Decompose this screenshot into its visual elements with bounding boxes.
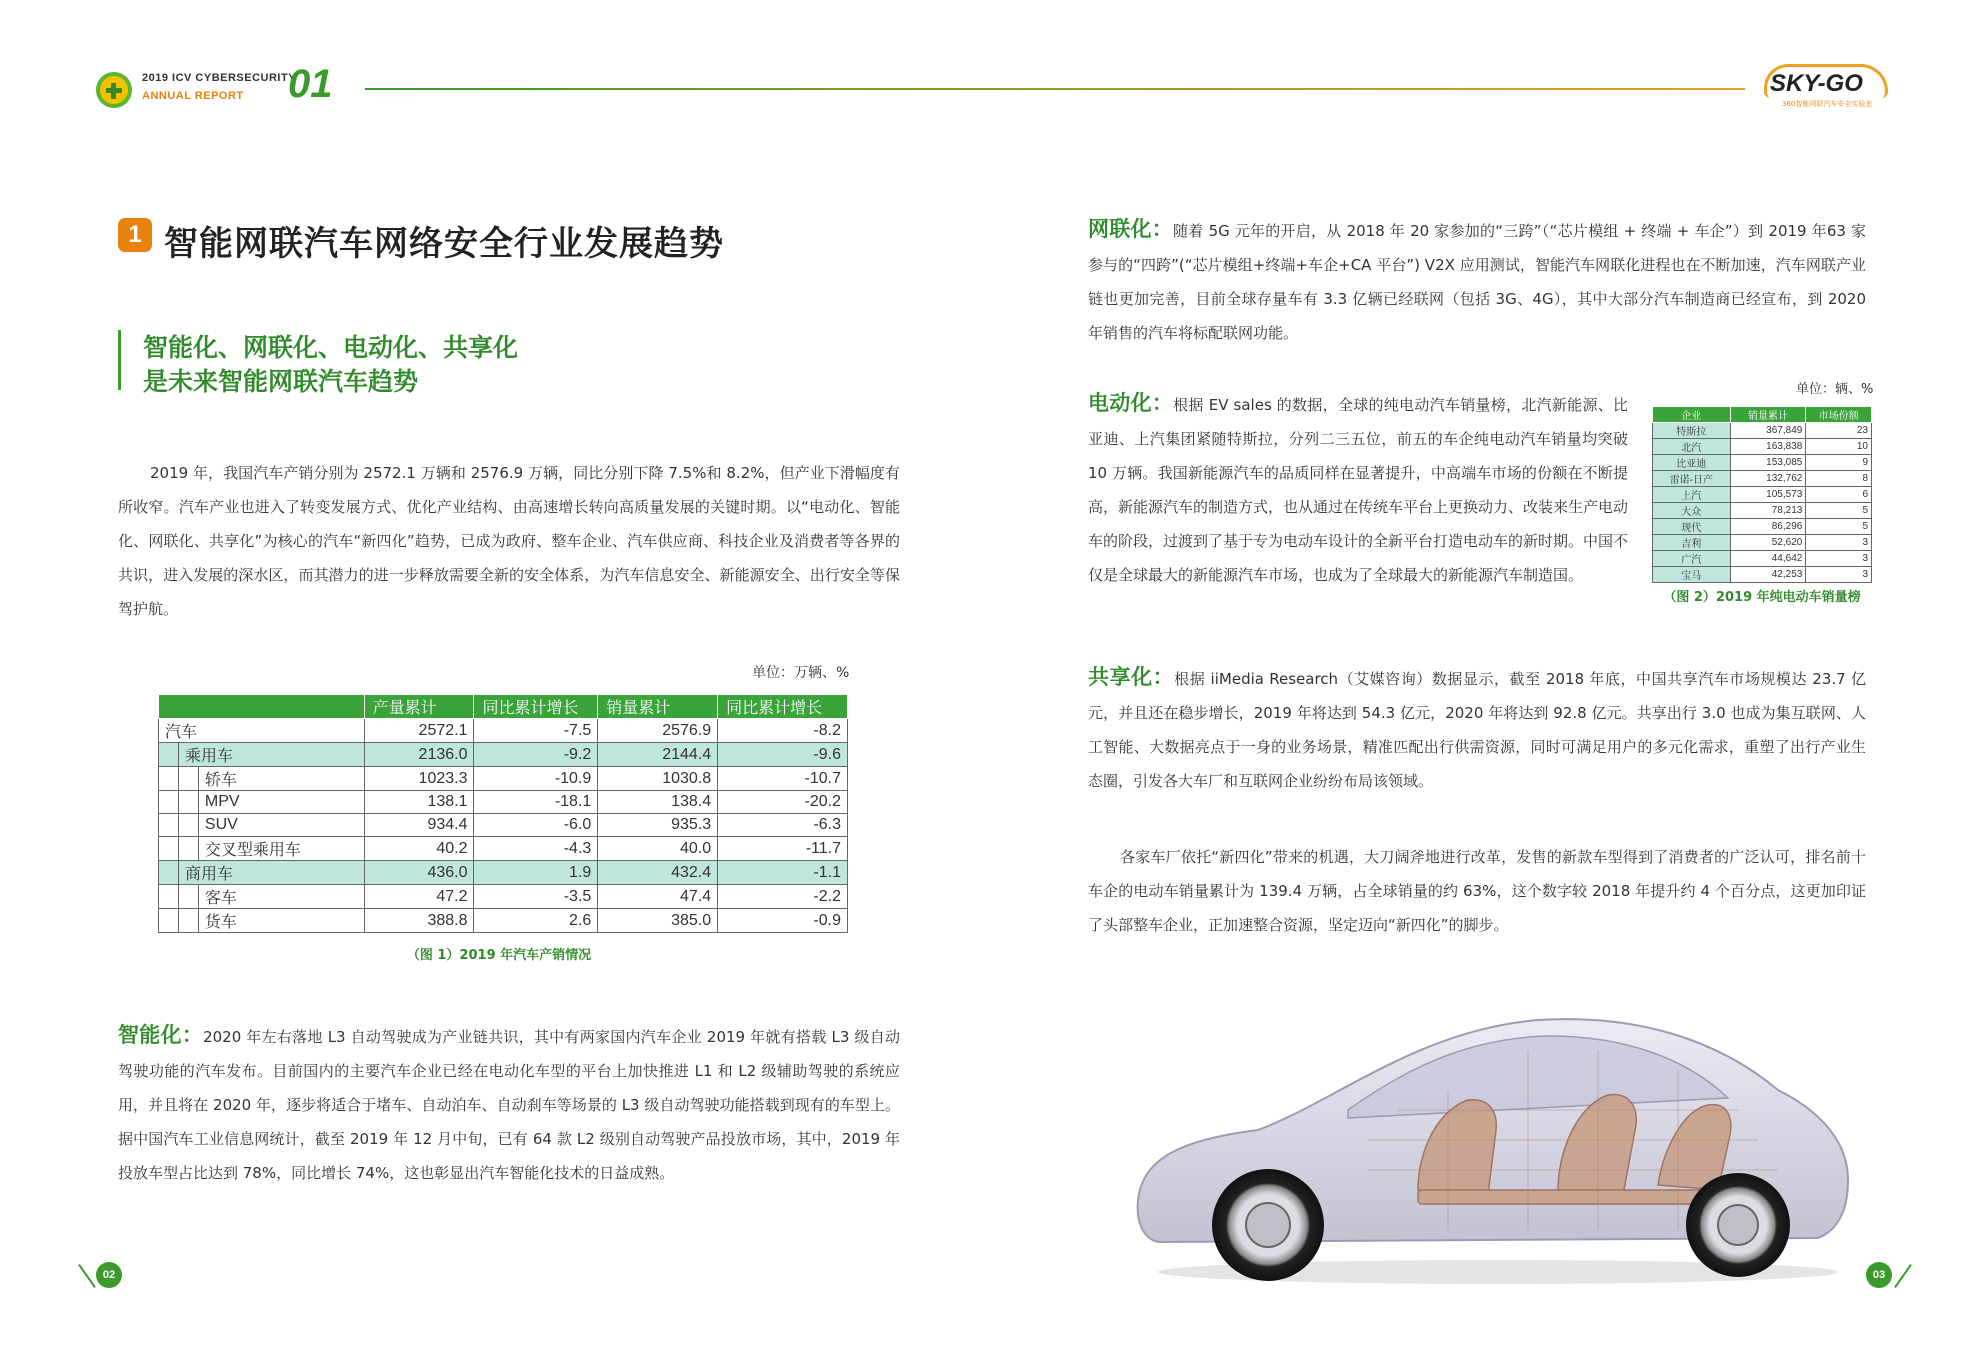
table-row: [159, 719, 848, 743]
table-cell: -6.3: [718, 814, 848, 837]
sales-cell: 153,085: [1730, 455, 1806, 471]
table-row: [159, 814, 848, 837]
indent-cell: [178, 909, 198, 933]
table1-unit: 单位：万辆、%: [752, 665, 850, 681]
footer-slash-right: [1894, 1264, 1912, 1288]
table-row: [1653, 551, 1872, 567]
intro-paragraph: 2019 年，我国汽车产销分别为 2572.1 万辆和 2576.9 万辆，同比分别下降 7.5%和 8.2%，但产业下滑幅度有所收窄。汽车产业也进入了转变发展方式、优化产业结构、由高速增长转向高质量发展的关键时期。以“电动化、智能化、网联化、共享化”为核心的汽车“新四化”趋势，已成为政府、整车企业、汽车供应商、科技企业及消费者等各界的共识，进入发展的深水区，而其潜力的进一步释放需要全新的安全体系，为汽车信息安全、新能源安全、出行安全等保驾护航。: [118, 464, 900, 618]
table-cell: 40.2: [364, 837, 474, 861]
indent-cell: [159, 861, 179, 885]
indent-cell: [178, 814, 198, 837]
row-label: 汽车: [159, 719, 365, 743]
table-header-corner: [159, 695, 365, 719]
row-label: 交叉型乘用车: [198, 837, 364, 861]
table-cell: 1023.3: [364, 767, 474, 791]
table-cell: 2136.0: [364, 743, 474, 767]
production-sales-table: [158, 694, 848, 933]
table2-unit: 单位：辆、%: [1796, 382, 1874, 397]
table-cell: -11.7: [718, 837, 848, 861]
sales-cell: 132,762: [1730, 471, 1806, 487]
company-cell: 现代: [1653, 519, 1731, 535]
sharing-body: 根据 iiMedia Research（艾媒咨询）数据显示，截至 2018 年底，中国共享汽车市场规模达 23.7 亿元，并且还在稳步增长，2019 年将达到 54.3 亿元，2020 年将达到 92.8 亿元。共享出行 3.0 也成为集互联网、人工智能、大数据亮点于一身的业务场景，精准匹配出行供需资源，同时可满足用户的多元化需求，重塑了出行产业生态圈，引发各大车厂和互联网企业纷纷布局该领域。: [1088, 670, 1867, 790]
table-row: [1653, 439, 1872, 455]
sales-cell: 86,296: [1730, 519, 1806, 535]
table-cell: -0.9: [718, 909, 848, 933]
table-row: [159, 909, 848, 933]
connectivity-paragraph: [1088, 212, 1866, 350]
table-cell: -10.7: [718, 767, 848, 791]
brand-subtitle: 360智能网联汽车安全实验室: [1782, 100, 1873, 108]
table-cell: -6.0: [474, 814, 598, 837]
table-cell: 934.4: [364, 814, 474, 837]
company-cell: 宝马: [1653, 567, 1731, 583]
table-cell: 432.4: [598, 861, 718, 885]
share-cell: 8: [1806, 471, 1872, 487]
subheading-line-2: 是未来智能网联汽车趋势: [143, 367, 419, 396]
table-cell: 2144.4: [598, 743, 718, 767]
row-label: MPV: [198, 791, 364, 814]
intelligence-paragraph: [118, 1018, 900, 1190]
table-row: [159, 861, 848, 885]
table-row: [159, 885, 848, 909]
row-label: 商用车: [178, 861, 364, 885]
sales-cell: 105,573: [1730, 487, 1806, 503]
table-header-cell: 产量累计: [364, 695, 474, 719]
table-cell: -9.2: [474, 743, 598, 767]
indent-cell: [178, 767, 198, 791]
table-cell: -2.2: [718, 885, 848, 909]
section-title: 智能网联汽车网络安全行业发展趋势: [164, 224, 724, 264]
table-header-row: [159, 695, 848, 719]
share-cell: 5: [1806, 503, 1872, 519]
report-logo: [96, 72, 132, 108]
indent-cell: [178, 885, 198, 909]
table-cell: 2572.1: [364, 719, 474, 743]
intelligence-body: 2020 年左右落地 L3 自动驾驶成为产业链共识，其中有两家国内汽车企业 2019 年就有搭载 L3 级自动驾驶功能的汽车发布。目前国内的主要汽车企业已经在电动化车型的平台上加快推进 L1 和 L2 级辅助驾驶的系统应用，并且将在 2020 年，逐步将适合于堵车、自动泊车、自动刹车等场景的 L3 级自动驾驶功能搭载到现有的车型上。据中国汽车工业信息网统计，截至 2019 年 12 月中旬，已有 64 款 L2 级别自动驾驶产品投放市场，其中，2019 年投放车型占比达到 78%，同比增长 74%，这也彰显出汽车智能化技术的日益成熟。: [118, 1028, 901, 1182]
indent-cell: [159, 743, 179, 767]
company-cell: 北汽: [1653, 439, 1731, 455]
table-header-cell: 同比累计增长: [474, 695, 598, 719]
row-label: 乘用车: [178, 743, 364, 767]
sales-cell: 44,642: [1730, 551, 1806, 567]
table-header-cell: 同比累计增长: [718, 695, 848, 719]
row-label: 客车: [198, 885, 364, 909]
table1-caption: （图 1）2019 年汽车产销情况: [406, 948, 592, 963]
header-divider: [365, 88, 1745, 90]
table-row: [1653, 503, 1872, 519]
chapter-number: 01: [288, 62, 333, 106]
table-row: [1653, 567, 1872, 583]
table-header-cell: 销量累计: [1730, 407, 1806, 423]
subheading-accent-bar: [118, 330, 121, 390]
footer-slash-left: [78, 1264, 96, 1288]
brand-logo: [1760, 64, 1892, 108]
sales-cell: 78,213: [1730, 503, 1806, 519]
page-number-left: 02: [96, 1262, 122, 1288]
row-label: 货车: [198, 909, 364, 933]
table-row: [1653, 535, 1872, 551]
table-cell: 40.0: [598, 837, 718, 861]
indent-cell: [178, 837, 198, 861]
electrification-lead: 电动化：: [1088, 391, 1174, 415]
share-cell: 3: [1806, 567, 1872, 583]
indent-cell: [178, 791, 198, 814]
table-cell: 47.2: [364, 885, 474, 909]
sales-cell: 163,838: [1730, 439, 1806, 455]
table-row: [1653, 455, 1872, 471]
connectivity-body: 随着 5G 元年的开启，从 2018 年 20 家参加的“三跨”（“芯片模组 + 终端 + 车企”）到 2019 年63 家参与的“四跨”(“芯片模组+终端+车企+CA 平台”) V2X 应用测试，智能汽车网联化进程也在不断加速，汽车网联产业链也更加完善，目前全球存量车有 3.3 亿辆已经联网（包括 3G、4G），其中大部分汽车制造商已经宣布，到 2020 年销售的汽车将标配联网功能。: [1088, 222, 1866, 342]
indent-cell: [159, 791, 179, 814]
electrification-paragraph: [1088, 386, 1628, 592]
share-cell: 3: [1806, 535, 1872, 551]
table-cell: 436.0: [364, 861, 474, 885]
subheading-line-1: 智能化、网联化、电动化、共享化: [143, 333, 519, 362]
company-cell: 雷诺-日产: [1653, 471, 1731, 487]
sharing-lead: 共享化：: [1088, 665, 1175, 689]
indent-cell: [159, 767, 179, 791]
closing-paragraph: 各家车厂依托“新四化”带来的机遇，大刀阔斧地进行改革，发售的新款车型得到了消费者的广泛认可，排名前十车企的电动车销量累计为 139.4 万辆，占全球销量的约 63%，这个数字较 2018 年提升约 4 个百分点，这更加印证了头部整车企业，正加速整合资源，坚定迈向“新四化”的脚步。: [1088, 848, 1866, 934]
table-row: [159, 767, 848, 791]
table-cell: 1030.8: [598, 767, 718, 791]
table-cell: 2.6: [474, 909, 598, 933]
table-cell: -20.2: [718, 791, 848, 814]
share-cell: 10: [1806, 439, 1872, 455]
sales-cell: 52,620: [1730, 535, 1806, 551]
indent-cell: [159, 814, 179, 837]
row-label: SUV: [198, 814, 364, 837]
indent-cell: [159, 885, 179, 909]
connectivity-lead: 网联化：: [1088, 217, 1174, 241]
table-cell: -18.1: [474, 791, 598, 814]
table-cell: 138.1: [364, 791, 474, 814]
table-row: [1653, 423, 1872, 439]
table-header-cell: 企业: [1653, 407, 1731, 423]
share-cell: 6: [1806, 487, 1872, 503]
report-subtitle: ANNUAL REPORT: [142, 90, 244, 102]
table-cell: -7.5: [474, 719, 598, 743]
table-cell: 935.3: [598, 814, 718, 837]
table-row: [1653, 519, 1872, 535]
table-cell: 2576.9: [598, 719, 718, 743]
table-cell: -3.5: [474, 885, 598, 909]
brand-name: SKY-GO: [1770, 70, 1863, 97]
table-cell: 47.4: [598, 885, 718, 909]
table-header-row: [1653, 407, 1872, 423]
section-number-badge: 1: [118, 218, 152, 252]
table-cell: 388.8: [364, 909, 474, 933]
intelligence-lead: 智能化：: [118, 1023, 204, 1047]
company-cell: 比亚迪: [1653, 455, 1731, 471]
table-row: [159, 791, 848, 814]
row-label: 轿车: [198, 767, 364, 791]
table-cell: 1.9: [474, 861, 598, 885]
sharing-paragraph: [1088, 660, 1866, 798]
table-cell: -8.2: [718, 719, 848, 743]
company-cell: 上汽: [1653, 487, 1731, 503]
table-row: [1653, 471, 1872, 487]
table2-caption: （图 2）2019 年纯电动车销量榜: [1663, 590, 1861, 605]
page-number-right: 03: [1866, 1262, 1892, 1288]
report-title: 2019 ICV CYBERSECURITY: [142, 72, 297, 84]
indent-cell: [159, 909, 179, 933]
company-cell: 广汽: [1653, 551, 1731, 567]
table-header-cell: 销量累计: [598, 695, 718, 719]
table-cell: 385.0: [598, 909, 718, 933]
sales-cell: 42,253: [1730, 567, 1806, 583]
table-row: [159, 837, 848, 861]
electrification-body: 根据 EV sales 的数据，全球的纯电动汽车销量榜，北汽新能源、比亚迪、上汽集团紧随特斯拉，分列二三五位，前五的车企纯电动汽车销量均突破 10 万辆。我国新能源汽车的品质同样在显著提升，中高端车市场的份额在不断提高，新能源汽车的制造方式，也从通过在传统车平台上更换动力、改装来生产电动车的阶段，过渡到了基于专为电动车设计的全新平台打造电动车的新时期。中国不仅是全球最大的新能源汽车市场，也成为了全球最大的新能源汽车制造国。: [1088, 396, 1629, 584]
table-cell: -4.3: [474, 837, 598, 861]
table-row: [159, 743, 848, 767]
sales-cell: 367,849: [1730, 423, 1806, 439]
company-cell: 大众: [1653, 503, 1731, 519]
ev-sales-ranking-table: [1652, 406, 1872, 583]
table-header-cell: 市场份额: [1806, 407, 1872, 423]
share-cell: 5: [1806, 519, 1872, 535]
table-cell: 138.4: [598, 791, 718, 814]
share-cell: 9: [1806, 455, 1872, 471]
company-cell: 特斯拉: [1653, 423, 1731, 439]
share-cell: 3: [1806, 551, 1872, 567]
company-cell: 吉利: [1653, 535, 1731, 551]
table-cell: -10.9: [474, 767, 598, 791]
share-cell: 23: [1806, 423, 1872, 439]
car-xray-illustration: [1118, 990, 1862, 1290]
table-cell: -9.6: [718, 743, 848, 767]
table-cell: -1.1: [718, 861, 848, 885]
table-row: [1653, 487, 1872, 503]
indent-cell: [159, 837, 179, 861]
